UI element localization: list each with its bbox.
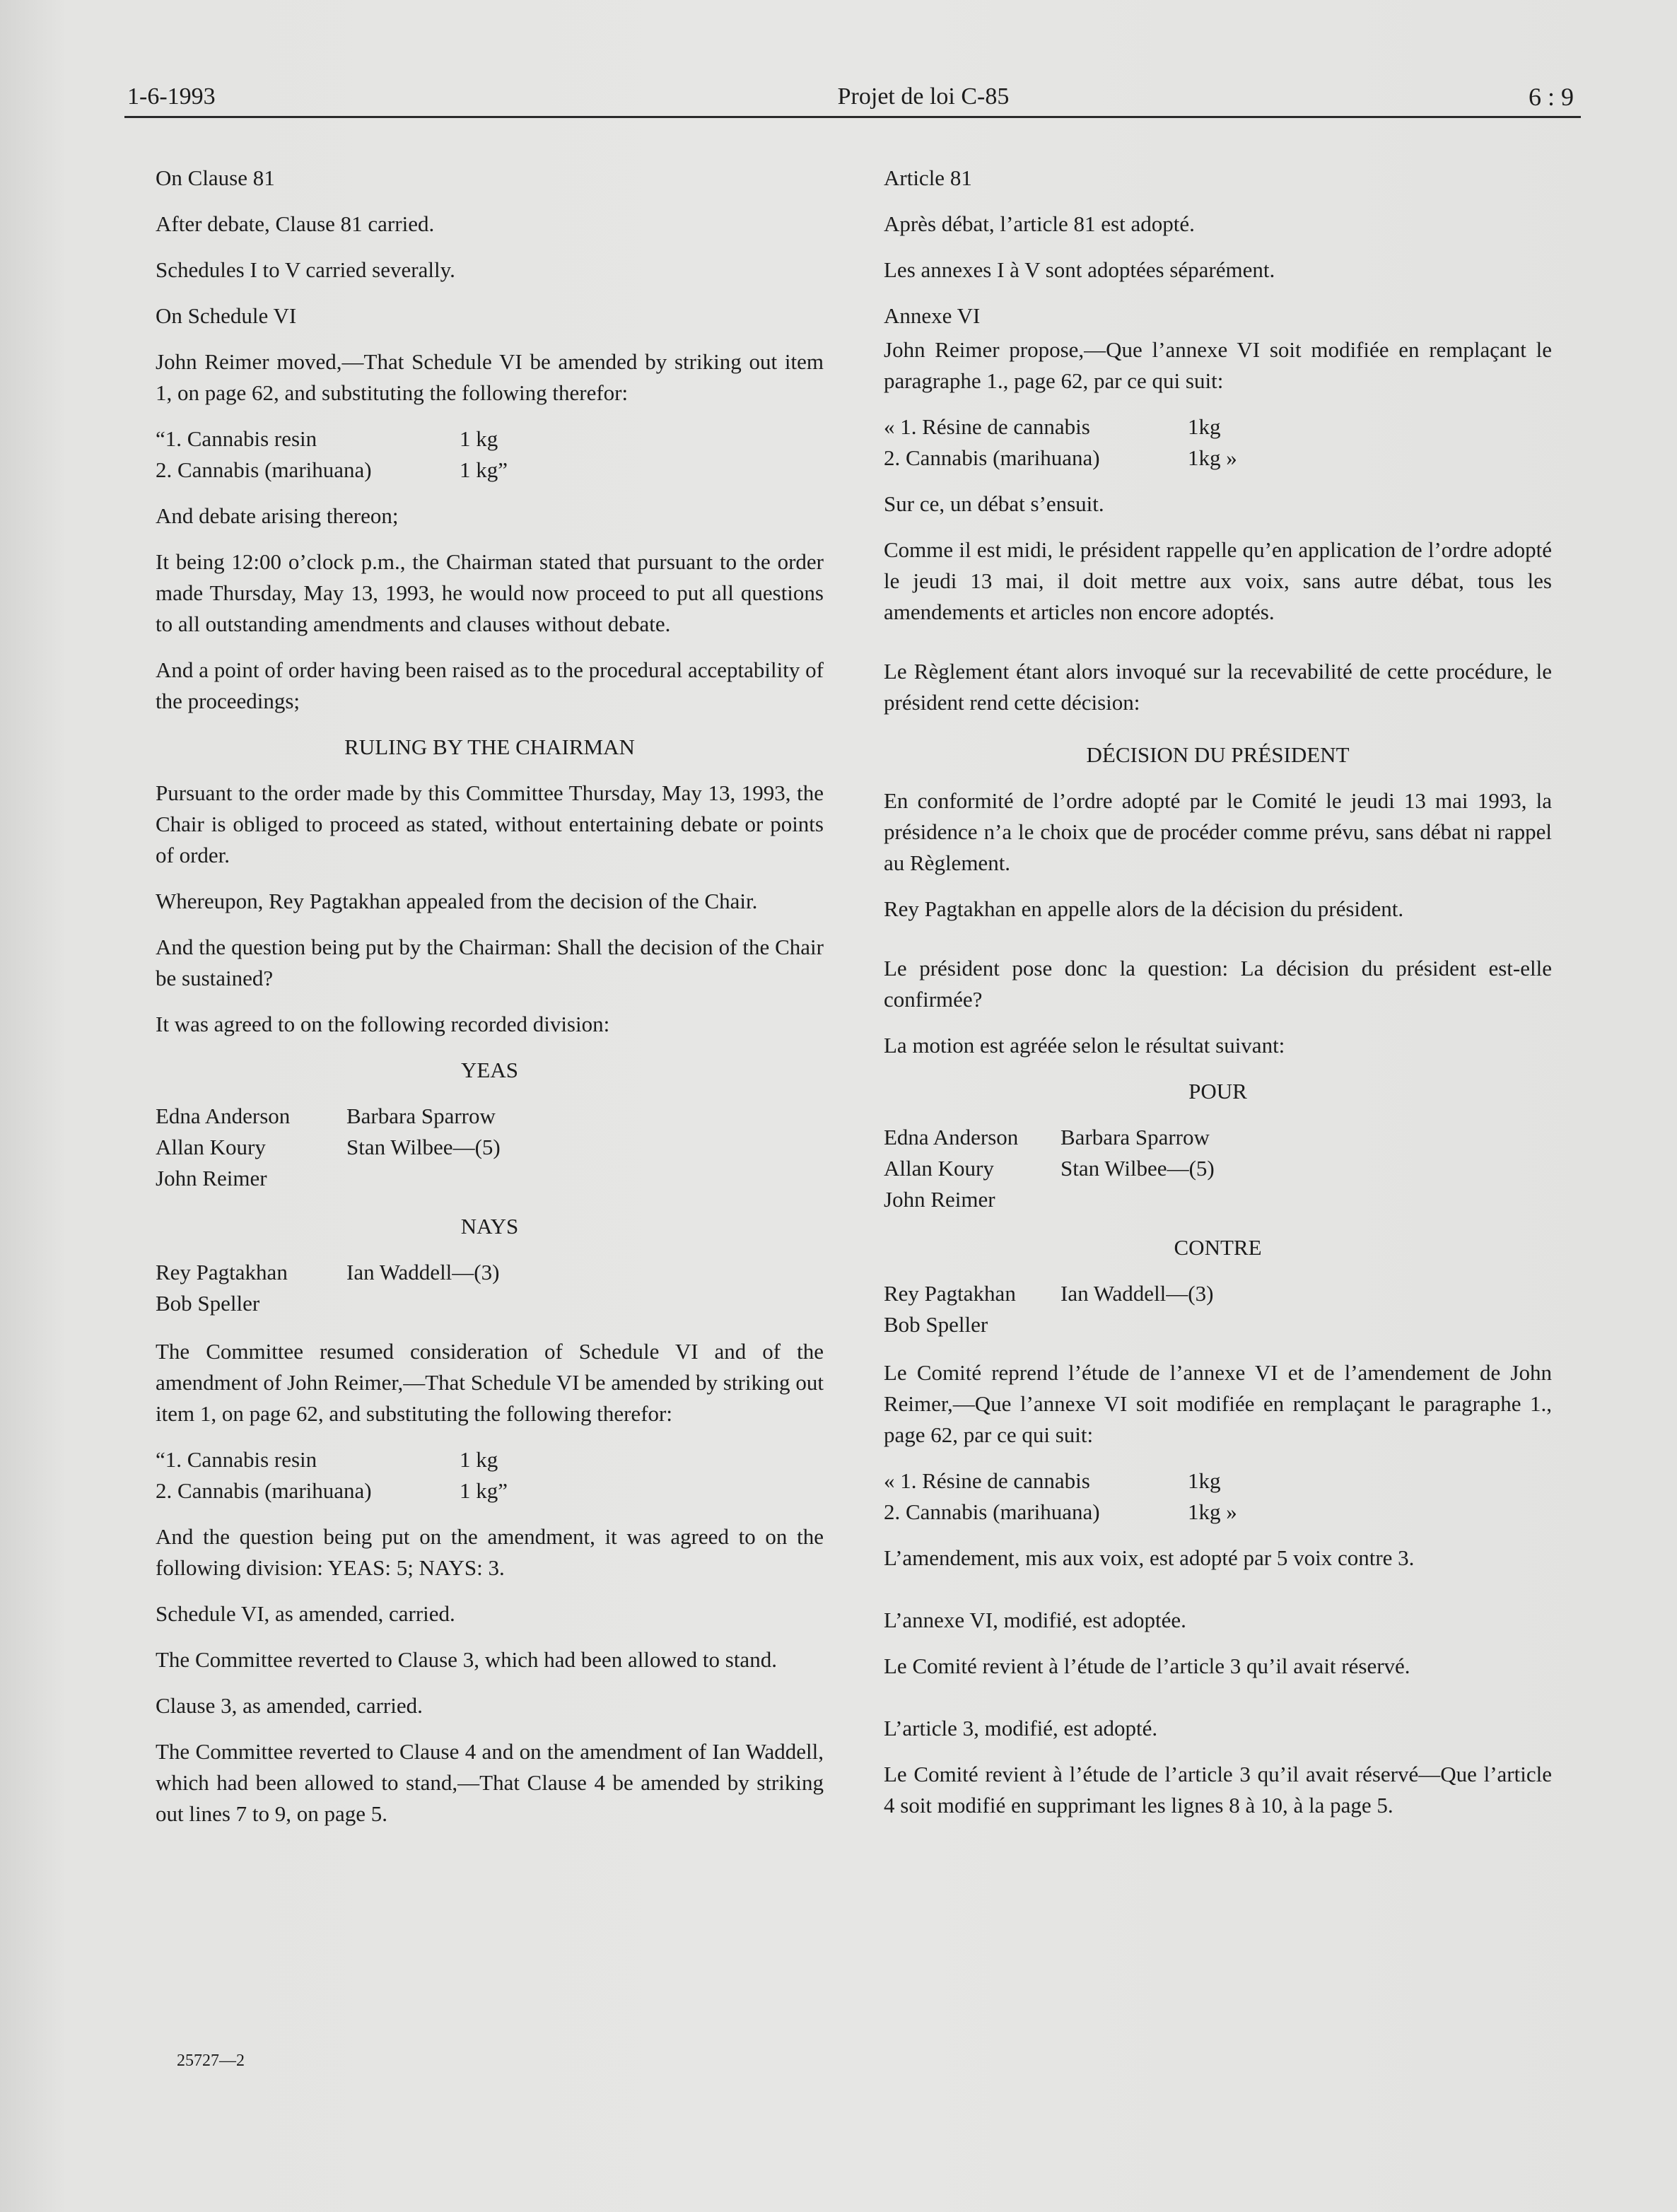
en-nay-member: Rey Pagtakhan bbox=[156, 1260, 288, 1285]
fr-paragraph: Le Comité revient à l’étude de l’article 3 qu’il avait réservé—Que l’article 4 soit modifié en supprimant les lignes 8 à 10, à la page 5. bbox=[884, 1762, 1552, 1818]
en-paragraph: John Reimer moved,—That Schedule VI be amended by striking out item 1, on page 62, and substituting the following therefor: bbox=[156, 349, 824, 405]
fr-pour-member bbox=[1060, 1184, 1343, 1215]
header-title: Projet de loi C-85 bbox=[837, 83, 1010, 110]
fr-paragraph: Comme il est midi, le président rappelle qu’en application de l’ordre adopté le jeudi 13 mai, il doit mettre aux voix, sans autre débat, tous les amendements et articles non encore adoptés. bbox=[884, 537, 1552, 624]
fr-paragraph: Sur ce, un débat s’ensuit. bbox=[884, 491, 1104, 516]
fr-paragraph: L’annexe VI, modifié, est adoptée. bbox=[884, 1608, 1186, 1632]
fr-contre-member bbox=[1060, 1309, 1343, 1340]
en-paragraph: On Clause 81 bbox=[156, 165, 275, 190]
en-paragraph: And debate arising thereon; bbox=[156, 503, 399, 528]
fr-contre-member: Bob Speller bbox=[884, 1312, 988, 1337]
fr-paragraph: Rey Pagtakhan en appelle alors de la décision du président. bbox=[884, 896, 1404, 921]
en-paragraph: The Committee reverted to Clause 4 and on the amendment of Ian Waddell, which had been allowed to stand,—That Clause 4 be amended by striking out lines 7 to 9, on page 5. bbox=[156, 1739, 824, 1826]
en-item-name: 2. Cannabis (marihuana) bbox=[156, 1478, 372, 1503]
en-schedule-item bbox=[156, 423, 824, 455]
en-paragraph: On Schedule VI bbox=[156, 303, 297, 328]
fr-item-qty: 1kg bbox=[1188, 1468, 1221, 1493]
en-paragraph: And the question being put by the Chairman: Shall the decision of the Chair be sustained? bbox=[156, 935, 824, 990]
en-paragraph: After debate, Clause 81 carried. bbox=[156, 211, 435, 236]
fr-paragraph: Le Comité revient à l’étude de l’article 3 qu’il avait réservé. bbox=[884, 1654, 1410, 1678]
en-yea-member: John Reimer bbox=[156, 1166, 267, 1190]
fr-pour-member: Allan Koury bbox=[884, 1156, 994, 1181]
header-page-number: 6 : 9 bbox=[1528, 83, 1574, 111]
en-paragraph: The Committee resumed consideration of Schedule VI and of the amendment of John Reimer,—That Schedule VI be amended by striking out item 1, on page 62, and substituting the following therefor: bbox=[156, 1339, 824, 1426]
fr-item-qty: 1kg » bbox=[1188, 1499, 1237, 1524]
fr-paragraph: Article 81 bbox=[884, 165, 972, 190]
en-nays-list bbox=[156, 1257, 824, 1319]
fr-item-name: 2. Cannabis (marihuana) bbox=[884, 1499, 1100, 1524]
en-item-qty: 1 kg” bbox=[460, 1478, 508, 1503]
en-paragraph: The Committee reverted to Clause 3, which had been allowed to stand. bbox=[156, 1647, 777, 1672]
en-item-qty: 1 kg bbox=[460, 1447, 498, 1472]
en-yea-member: Allan Koury bbox=[156, 1135, 266, 1159]
en-paragraph: Schedules I to V carried severally. bbox=[156, 257, 455, 282]
en-item-name: “1. Cannabis resin bbox=[156, 426, 317, 451]
fr-item-qty: 1kg bbox=[1188, 414, 1221, 439]
fr-paragraph: John Reimer propose,—Que l’annexe VI soit modifiée en remplaçant le paragraphe 1., page 62, par ce qui suit: bbox=[884, 337, 1552, 393]
en-paragraph: And a point of order having been raised as to the procedural acceptability of the proceedings; bbox=[156, 657, 824, 713]
fr-paragraph: Le président pose donc la question: La décision du président est-elle confirmée? bbox=[884, 956, 1552, 1012]
fr-pour-heading: POUR bbox=[1188, 1079, 1247, 1104]
en-paragraph: Pursuant to the order made by this Committee Thursday, May 13, 1993, the Chair is obliged to proceed as stated, without entertaining debate or points of order. bbox=[156, 780, 824, 867]
fr-contre-list bbox=[884, 1278, 1552, 1340]
en-yeas-list bbox=[156, 1101, 824, 1194]
en-paragraph: It being 12:00 o’clock p.m., the Chairman stated that pursuant to the order made Thursday, May 13, 1993, he would now proceed to put all questions to all outstanding amendments and clauses without debate. bbox=[156, 549, 824, 636]
header-date: 1-6-1993 bbox=[127, 83, 216, 110]
fr-contre-member: Rey Pagtakhan bbox=[884, 1281, 1016, 1306]
en-item-name: “1. Cannabis resin bbox=[156, 1447, 317, 1472]
fr-ruling-heading: DÉCISION DU PRÉSIDENT bbox=[1086, 742, 1350, 767]
en-paragraph: Whereupon, Rey Pagtakhan appealed from the decision of the Chair. bbox=[156, 889, 758, 913]
fr-schedule-item bbox=[884, 411, 1552, 443]
fr-pour-member: Edna Anderson bbox=[884, 1125, 1019, 1149]
en-item-name: 2. Cannabis (marihuana) bbox=[156, 457, 372, 482]
en-ruling-heading: RULING BY THE CHAIRMAN bbox=[344, 735, 635, 759]
en-nay-member: Bob Speller bbox=[156, 1291, 260, 1316]
en-yea-member: Barbara Sparrow bbox=[346, 1104, 496, 1128]
fr-item-qty: 1kg » bbox=[1188, 445, 1237, 470]
fr-item-name: 2. Cannabis (marihuana) bbox=[884, 445, 1100, 470]
fr-pour-member: John Reimer bbox=[884, 1187, 995, 1212]
en-schedule-item bbox=[156, 1475, 824, 1506]
en-item-qty: 1 kg bbox=[460, 426, 498, 451]
en-paragraph: And the question being put on the amendment, it was agreed to on the following division: YEAS: 5; NAYS: 3. bbox=[156, 1524, 824, 1580]
en-yea-member: Edna Anderson bbox=[156, 1104, 291, 1128]
fr-schedule-item bbox=[884, 1497, 1552, 1528]
fr-schedule-item bbox=[884, 1465, 1552, 1497]
english-column bbox=[156, 163, 824, 1844]
french-column bbox=[884, 163, 1552, 1836]
print-code: 25727—2 bbox=[177, 2052, 245, 2070]
en-yea-member: Stan Wilbee—(5) bbox=[346, 1135, 501, 1159]
en-nay-member bbox=[346, 1288, 629, 1319]
fr-item-name: « 1. Résine de cannabis bbox=[884, 1468, 1090, 1493]
en-paragraph: Schedule VI, as amended, carried. bbox=[156, 1601, 455, 1626]
fr-paragraph: Le Comité reprend l’étude de l’annexe VI et de l’amendement de John Reimer,—Que l’annexe VI soit modifiée en remplaçant le paragraphe 1., page 62, par ce qui suit: bbox=[884, 1360, 1552, 1447]
fr-schedule-item bbox=[884, 443, 1552, 474]
fr-paragraph: Après débat, l’article 81 est adopté. bbox=[884, 211, 1195, 236]
fr-paragraph: Les annexes I à V sont adoptées séparément. bbox=[884, 257, 1275, 282]
en-paragraph: It was agreed to on the following recorded division: bbox=[156, 1012, 610, 1036]
en-schedule-item bbox=[156, 1444, 824, 1475]
fr-paragraph: La motion est agréée selon le résultat suivant: bbox=[884, 1033, 1285, 1058]
en-yeas-heading: YEAS bbox=[461, 1058, 518, 1082]
en-schedule-item bbox=[156, 455, 824, 486]
en-item-qty: 1 kg” bbox=[460, 457, 508, 482]
fr-pour-list bbox=[884, 1122, 1552, 1215]
page-header bbox=[124, 74, 1581, 118]
fr-item-name: « 1. Résine de cannabis bbox=[884, 414, 1090, 439]
en-nays-heading: NAYS bbox=[460, 1214, 519, 1239]
en-yea-member bbox=[346, 1163, 629, 1194]
fr-contre-heading: CONTRE bbox=[1174, 1235, 1262, 1260]
fr-pour-member: Barbara Sparrow bbox=[1060, 1125, 1210, 1149]
fr-paragraph: Annexe VI bbox=[884, 303, 981, 328]
fr-paragraph: Le Règlement étant alors invoqué sur la recevabilité de cette procédure, le président rend cette décision: bbox=[884, 659, 1552, 715]
fr-paragraph: L’article 3, modifié, est adopté. bbox=[884, 1716, 1158, 1740]
fr-paragraph: L’amendement, mis aux voix, est adopté par 5 voix contre 3. bbox=[884, 1545, 1415, 1570]
fr-contre-member: Ian Waddell—(3) bbox=[1060, 1281, 1214, 1306]
en-paragraph: Clause 3, as amended, carried. bbox=[156, 1693, 423, 1718]
en-nay-member: Ian Waddell—(3) bbox=[346, 1260, 500, 1285]
fr-pour-member: Stan Wilbee—(5) bbox=[1060, 1156, 1215, 1181]
fr-paragraph: En conformité de l’ordre adopté par le Comité le jeudi 13 mai 1993, la présidence n’a le choix que de procéder comme prévu, sans débat ni rappel au Règlement. bbox=[884, 788, 1552, 875]
